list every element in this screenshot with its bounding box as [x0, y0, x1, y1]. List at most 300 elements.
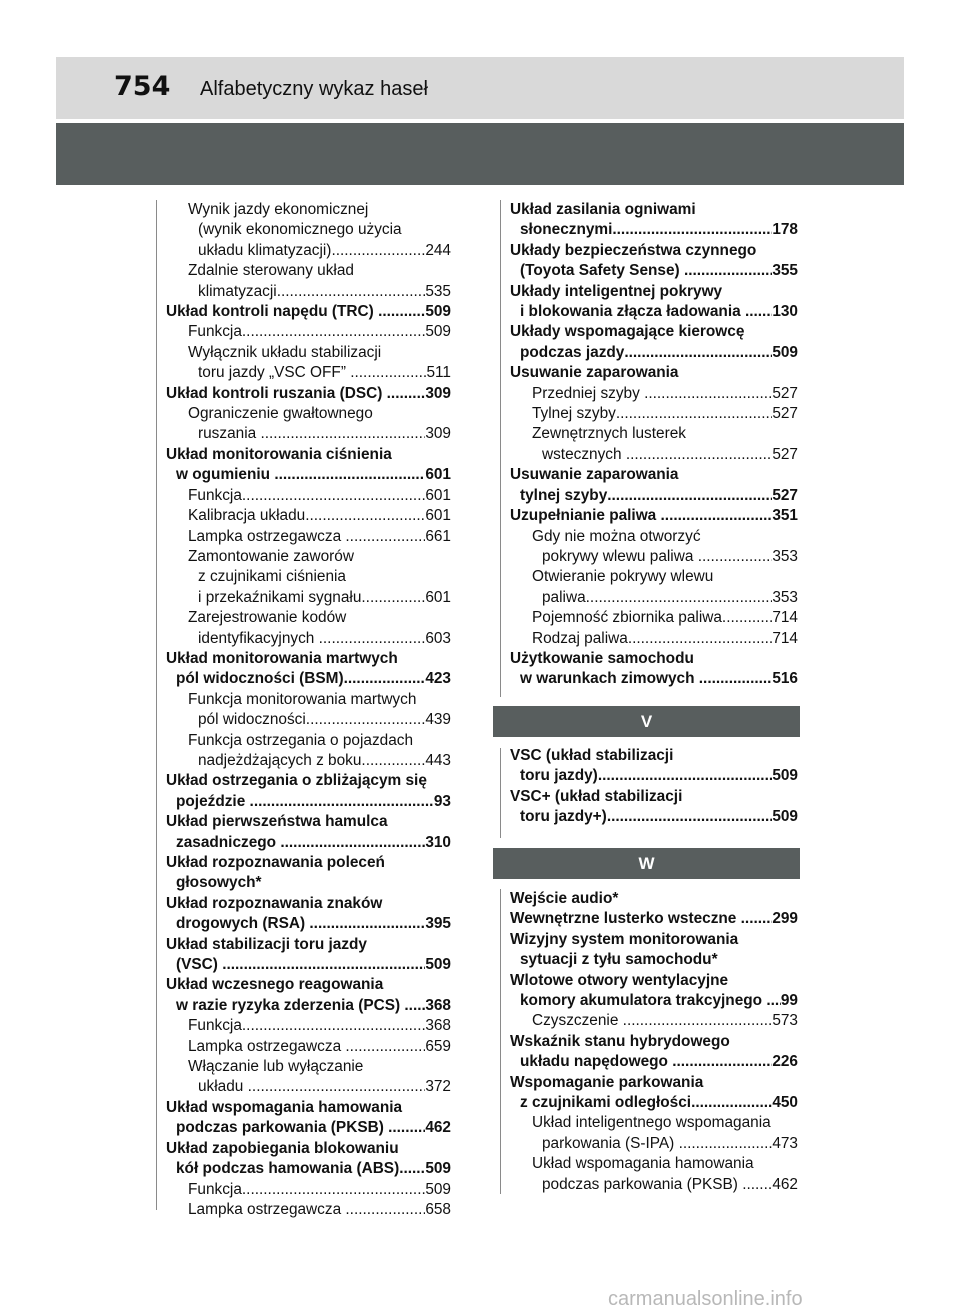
index-entry — [166, 690, 451, 710]
dot-leader — [222, 955, 425, 975]
entry-text: z czujnikami ciśnienia — [198, 568, 346, 586]
dot-leader — [586, 588, 773, 608]
index-entry — [510, 669, 798, 689]
entry-text: Wlotowe otwory wentylacyjne — [510, 971, 729, 989]
index-entry — [166, 486, 451, 506]
dot-leader — [345, 1200, 425, 1220]
entry-text: układu klimatyzacji) — [198, 241, 332, 259]
entry-text: Wspomaganie parkowania — [510, 1073, 704, 1091]
entry-text: VSC (układ stabilizacji — [510, 747, 674, 764]
page-ref: 509 — [425, 956, 451, 974]
index-list-right-v — [510, 746, 798, 828]
page-ref: 509 — [772, 808, 798, 826]
page-ref: 372 — [425, 1078, 451, 1096]
index-entry — [166, 608, 451, 628]
index-entry — [166, 669, 451, 689]
entry-text: Kalibracja układu — [188, 507, 306, 525]
entry-text: Uzupełnianie paliwa — [510, 507, 661, 525]
dot-leader — [612, 220, 772, 240]
dot-leader — [280, 833, 425, 853]
entry-text: Układy wspomagające kierowcę — [510, 323, 745, 341]
page-ref: 509 — [772, 343, 798, 361]
index-entry — [166, 751, 451, 771]
dot-leader — [766, 991, 781, 1011]
index-entry — [510, 1032, 798, 1052]
index-entry — [166, 567, 451, 587]
index-entry — [510, 322, 798, 342]
index-entry — [510, 220, 798, 240]
entry-text: identyfikacyjnych — [198, 629, 319, 647]
entry-text: Układy bezpieczeństwa czynnego — [510, 241, 757, 259]
entry-text: Układ pierwszeństwa hamulca — [166, 813, 388, 831]
page-ref: 714 — [772, 609, 798, 627]
index-entry — [166, 424, 451, 444]
index-entry — [166, 1077, 451, 1097]
entry-text: Usuwanie zaparowania — [510, 466, 679, 484]
page-ref: 659 — [425, 1037, 451, 1055]
entry-text: Funkcja ostrzegania o pojazdach — [188, 731, 414, 749]
index-entry — [166, 1180, 451, 1200]
index-entry — [166, 731, 451, 751]
dot-leader — [331, 241, 425, 261]
dot-leader — [399, 1159, 425, 1179]
index-entry — [510, 746, 798, 766]
page-ref: 423 — [425, 670, 451, 688]
entry-text: toru jazdy+) — [520, 808, 607, 826]
entry-text: Zewnętrznych lusterek — [532, 425, 686, 443]
page-ref: 309 — [425, 425, 451, 443]
page-ref: 601 — [425, 507, 451, 525]
index-entry — [166, 384, 451, 404]
entry-text: Czyszczenie — [532, 1012, 623, 1030]
index-entry — [510, 241, 798, 261]
entry-text: Otwieranie pokrywy wlewu — [532, 568, 714, 586]
entry-text: Układ wspomagania hamowania — [532, 1155, 754, 1173]
entry-text: sytuacji z tyłu samochodu* — [520, 951, 718, 969]
entry-text: VSC+ (układ stabilizacji — [510, 787, 683, 805]
entry-text: klimatyzacji — [198, 282, 277, 300]
entry-text: (VSC) — [176, 956, 223, 974]
entry-text: w ogumieniu — [176, 466, 275, 484]
index-entry — [510, 807, 798, 827]
entry-text: toru jazdy „VSC OFF” — [198, 364, 351, 382]
section-header-w: W — [493, 848, 800, 879]
dot-leader — [361, 751, 425, 771]
dot-leader — [672, 1052, 772, 1072]
dot-leader — [361, 588, 425, 608]
entry-text: Funkcja — [188, 1180, 242, 1198]
page-ref: 527 — [772, 405, 798, 423]
entry-text: Zdalnie sterowany układ — [188, 262, 354, 280]
entry-text: z czujnikami odległości — [520, 1094, 692, 1112]
index-entry — [510, 991, 798, 1011]
dot-leader — [350, 363, 426, 383]
entry-text: podczas parkowania (PKSB) — [542, 1175, 743, 1193]
index-entry — [510, 200, 798, 220]
dot-leader — [628, 629, 772, 649]
dot-leader — [242, 1180, 425, 1200]
entry-text: Użytkowanie samochodu — [510, 649, 694, 667]
dot-leader — [387, 384, 426, 404]
index-entry — [510, 486, 798, 506]
entry-text: Rodzaj paliwa — [532, 629, 628, 647]
dot-leader — [699, 669, 773, 689]
index-entry — [510, 261, 798, 281]
entry-text: Lampka ostrzegawcza — [188, 527, 346, 545]
entry-text: pokrywy wlewu paliwa — [542, 547, 698, 565]
entry-text: Układ zasilania ogniwami — [510, 201, 696, 218]
entry-text: (wynik ekonomicznego użycia — [198, 221, 402, 239]
index-entry — [510, 950, 798, 970]
index-entry — [166, 629, 451, 649]
dot-leader — [598, 766, 773, 786]
page-ref: 601 — [425, 466, 451, 484]
index-entry — [166, 343, 451, 363]
index-entry — [166, 1098, 451, 1118]
entry-text: nadjeżdżających z boku — [198, 751, 362, 769]
entry-text: Włączanie lub wyłączanie — [188, 1058, 364, 1076]
entry-text: (Toyota Safety Sense) — [520, 262, 684, 280]
entry-text: Pojemność zbiornika paliwa — [532, 609, 722, 627]
dot-leader — [691, 1093, 772, 1113]
index-entry — [166, 1016, 451, 1036]
entry-text: Gdy nie można otworzyć — [532, 527, 701, 545]
entry-text: Układ kontroli ruszania (DSC) — [166, 384, 387, 402]
index-entry — [510, 1134, 798, 1154]
entry-text: kół podczas hamowania (ABS) — [176, 1160, 400, 1178]
dot-leader — [624, 343, 772, 363]
page-ref: 462 — [772, 1175, 798, 1193]
dot-leader — [345, 1037, 425, 1057]
page-ref: 450 — [772, 1094, 798, 1112]
page-ref: 509 — [425, 1180, 451, 1198]
index-entry — [166, 914, 451, 934]
index-entry — [166, 404, 451, 424]
section-header-v: V — [493, 706, 800, 737]
index-entry — [166, 649, 451, 669]
page-ref: 130 — [772, 303, 798, 321]
page-ref: 368 — [425, 1017, 451, 1035]
entry-text: Układy inteligentnej pokrywy — [510, 282, 723, 300]
entry-text: Zamontowanie zaworów — [188, 547, 354, 565]
index-entry — [510, 567, 798, 587]
index-entry — [166, 1200, 451, 1220]
entry-text: Przedniej szyby — [532, 384, 645, 402]
page-ref: 462 — [425, 1119, 451, 1137]
index-entry — [510, 889, 798, 909]
dot-leader — [745, 302, 772, 322]
entry-text: Wskaźnik stanu hybrydowego — [510, 1032, 730, 1050]
page-ref: 355 — [772, 262, 798, 280]
index-entry — [510, 608, 798, 628]
dot-leader — [684, 261, 772, 281]
index-entry — [510, 363, 798, 383]
entry-text: Układ kontroli napędu (TRC) — [166, 303, 379, 321]
dot-leader — [661, 506, 773, 526]
index-entry — [166, 302, 451, 322]
dot-leader — [242, 486, 425, 506]
index-entry — [166, 955, 451, 975]
index-entry — [166, 812, 451, 832]
page-ref: 509 — [425, 1160, 451, 1178]
entry-text: parkowania (S-IPA) — [542, 1134, 679, 1152]
page-ref: 226 — [772, 1053, 798, 1071]
index-entry — [166, 996, 451, 1016]
entry-text: wstecznych — [542, 445, 626, 463]
dot-leader — [242, 1016, 425, 1036]
page-ref: 309 — [425, 384, 451, 402]
dot-leader — [741, 909, 773, 929]
dot-leader — [344, 669, 426, 689]
index-entry — [166, 241, 451, 261]
index-entry — [510, 649, 798, 669]
right-column-v — [510, 746, 798, 828]
index-list-right-u — [510, 200, 798, 690]
dot-leader — [250, 792, 434, 812]
entry-text: Wizyjny system monitorowania — [510, 930, 739, 948]
index-entry — [166, 833, 451, 853]
page-ref: 395 — [425, 915, 451, 933]
index-entry — [510, 527, 798, 547]
page-ref: 527 — [772, 486, 798, 504]
entry-text: w warunkach zimowych — [520, 670, 699, 688]
index-entry — [510, 302, 798, 322]
header-band — [56, 123, 904, 185]
index-entry — [166, 282, 451, 302]
index-entry — [166, 1118, 451, 1138]
left-column — [166, 200, 451, 1220]
dot-leader — [242, 322, 425, 342]
page-ref: 310 — [425, 833, 451, 851]
index-entry — [510, 1093, 798, 1113]
index-entry — [510, 1113, 798, 1133]
right-column-top — [510, 200, 798, 690]
entry-text: Układ inteligentnego wspomagania — [532, 1114, 771, 1132]
index-entry — [510, 930, 798, 950]
page-ref: 443 — [425, 751, 451, 769]
dot-leader — [305, 506, 425, 526]
entry-text: układu — [198, 1078, 248, 1096]
entry-text: podczas parkowania (PKSB) — [176, 1119, 389, 1137]
index-entry — [166, 853, 451, 873]
dot-leader — [404, 996, 425, 1016]
index-entry — [166, 873, 451, 893]
dot-leader — [616, 404, 772, 424]
entry-text: w razie ryzyka zderzenia (PCS) — [176, 996, 405, 1014]
page-ref: 509 — [772, 767, 798, 785]
entry-text: ruszania — [198, 425, 261, 443]
page-ref: 714 — [772, 629, 798, 647]
index-entry — [510, 1154, 798, 1174]
page-header — [56, 57, 904, 119]
index-entry — [166, 261, 451, 281]
index-entry — [166, 1159, 451, 1179]
dot-leader — [306, 710, 426, 730]
page-ref: 439 — [425, 711, 451, 729]
index-entry — [510, 547, 798, 567]
index-entry — [166, 1057, 451, 1077]
page-ref: 351 — [772, 507, 798, 525]
index-entry — [510, 424, 798, 444]
page-ref: 516 — [772, 670, 798, 688]
page-ref: 601 — [425, 486, 451, 504]
entry-text: tylnej szyby — [520, 486, 608, 504]
entry-text: Układ wspomagania hamowania — [166, 1098, 403, 1116]
index-entry — [510, 282, 798, 302]
index-entry — [510, 787, 798, 807]
index-entry — [510, 506, 798, 526]
page-ref: 509 — [425, 303, 451, 321]
index-entry — [166, 200, 451, 220]
entry-text: paliwa — [542, 588, 586, 606]
dot-leader — [607, 807, 773, 827]
entry-text: podczas jazdy — [520, 343, 625, 361]
entry-text: Układ wczesnego reagowania — [166, 976, 384, 994]
index-entry — [510, 1052, 798, 1072]
index-entry — [510, 971, 798, 991]
entry-text: Wyłącznik układu stabilizacji — [188, 343, 382, 361]
page-ref: 658 — [425, 1200, 451, 1218]
entry-text: Funkcja — [188, 486, 242, 504]
index-entry — [166, 506, 451, 526]
page-ref: 601 — [425, 588, 451, 606]
page-ref: 603 — [425, 629, 451, 647]
entry-text: Wejście audio* — [510, 890, 619, 907]
page-ref: 368 — [425, 996, 451, 1014]
index-entry — [166, 527, 451, 547]
index-entry — [510, 588, 798, 608]
entry-text: Funkcja monitorowania martwych — [188, 690, 417, 708]
index-entry — [510, 766, 798, 786]
watermark: carmanualsonline.info — [608, 1288, 803, 1310]
entry-text: Lampka ostrzegawcza — [188, 1037, 346, 1055]
page-ref: 99 — [780, 992, 798, 1010]
index-entry — [510, 445, 798, 465]
index-entry — [510, 384, 798, 404]
entry-text: Ograniczenie gwałtownego — [188, 405, 373, 423]
index-entry — [166, 547, 451, 567]
index-entry — [510, 404, 798, 424]
entry-text: Lampka ostrzegawcza — [188, 1200, 346, 1218]
dot-leader — [679, 1134, 773, 1154]
entry-text: Układ rozpoznawania znaków — [166, 894, 383, 912]
page-ref: 509 — [425, 323, 451, 341]
index-entry — [166, 935, 451, 955]
dot-leader — [644, 384, 772, 404]
page-ref: 535 — [425, 282, 451, 300]
dot-leader — [309, 914, 425, 934]
entry-text: pojeździe — [176, 792, 250, 810]
entry-text: Wewnętrzne lusterko wsteczne — [510, 910, 741, 928]
page-ref: 299 — [772, 910, 798, 928]
index-entry — [510, 343, 798, 363]
entry-text: Układ stabilizacji toru jazdy — [166, 935, 367, 953]
index-entry — [166, 465, 451, 485]
page-ref: 244 — [425, 241, 451, 259]
entry-text: Usuwanie zaparowania — [510, 364, 679, 382]
right-column-rule-w — [500, 889, 501, 1194]
entry-text: Układ monitorowania martwych — [166, 649, 398, 667]
entry-text: Układ ostrzegania o zbliżającym się — [166, 772, 427, 790]
index-entry — [166, 1139, 451, 1159]
entry-text: pól widoczności (BSM) — [176, 670, 344, 688]
dot-leader — [388, 1118, 425, 1138]
page-ref: 178 — [772, 221, 798, 239]
right-column-rule-v — [500, 748, 501, 838]
index-entry — [510, 1175, 798, 1195]
page-ref: 353 — [772, 547, 798, 565]
dot-leader — [623, 1011, 773, 1031]
dot-leader — [742, 1175, 772, 1195]
index-entry — [510, 1073, 798, 1093]
entry-text: pól widoczności — [198, 711, 306, 729]
dot-leader — [248, 1077, 426, 1097]
index-list-left — [166, 200, 451, 1220]
dot-leader — [277, 282, 426, 302]
entry-text: Wynik jazdy ekonomicznej — [188, 201, 369, 218]
index-entry — [166, 1037, 451, 1057]
page-ref: 93 — [433, 792, 451, 810]
dot-leader — [607, 486, 772, 506]
dot-leader — [626, 445, 772, 465]
dot-leader — [319, 629, 426, 649]
index-entry — [166, 363, 451, 383]
index-list-right-w — [510, 889, 798, 1195]
index-entry — [166, 894, 451, 914]
index-entry — [510, 909, 798, 929]
index-entry — [510, 465, 798, 485]
page-ref: 527 — [772, 384, 798, 402]
page-ref: 573 — [772, 1012, 798, 1030]
entry-text: Zarejestrowanie kodów — [188, 609, 347, 627]
entry-text: i blokowania złącza ładowania — [520, 303, 745, 321]
dot-leader — [698, 547, 773, 567]
entry-text: Tylnej szyby — [532, 405, 616, 423]
dot-leader — [345, 527, 425, 547]
dot-leader — [274, 465, 425, 485]
entry-text: Funkcja — [188, 323, 242, 341]
index-entry — [166, 588, 451, 608]
index-entry — [166, 445, 451, 465]
dot-leader — [260, 424, 425, 444]
page-ref: 511 — [426, 364, 451, 382]
entry-text: zasadniczego — [176, 833, 281, 851]
page-number: 754 — [114, 71, 171, 102]
index-entry — [166, 322, 451, 342]
page-title: Alfabetyczny wykaz haseł — [200, 78, 428, 100]
entry-text: Funkcja — [188, 1017, 242, 1035]
dot-leader — [722, 608, 772, 628]
entry-text: drogowych (RSA) — [176, 915, 310, 933]
right-column-rule-top — [500, 200, 501, 697]
entry-text: komory akumulatora trakcyjnego — [520, 992, 767, 1010]
entry-text: toru jazdy) — [520, 767, 598, 785]
dot-leader — [378, 302, 425, 322]
index-entry — [166, 975, 451, 995]
index-entry — [166, 710, 451, 730]
entry-text: głosowych* — [176, 874, 262, 892]
page-ref: 527 — [772, 445, 798, 463]
page-ref: 661 — [425, 527, 451, 545]
entry-text: słonecznymi — [520, 221, 613, 239]
right-column-w — [510, 889, 798, 1195]
page-ref: 473 — [772, 1134, 798, 1152]
entry-text: układu napędowego — [520, 1053, 673, 1071]
index-entry — [510, 629, 798, 649]
index-entry — [166, 771, 451, 791]
left-column-rule — [156, 200, 157, 1210]
entry-text: Układ monitorowania ciśnienia — [166, 445, 392, 463]
